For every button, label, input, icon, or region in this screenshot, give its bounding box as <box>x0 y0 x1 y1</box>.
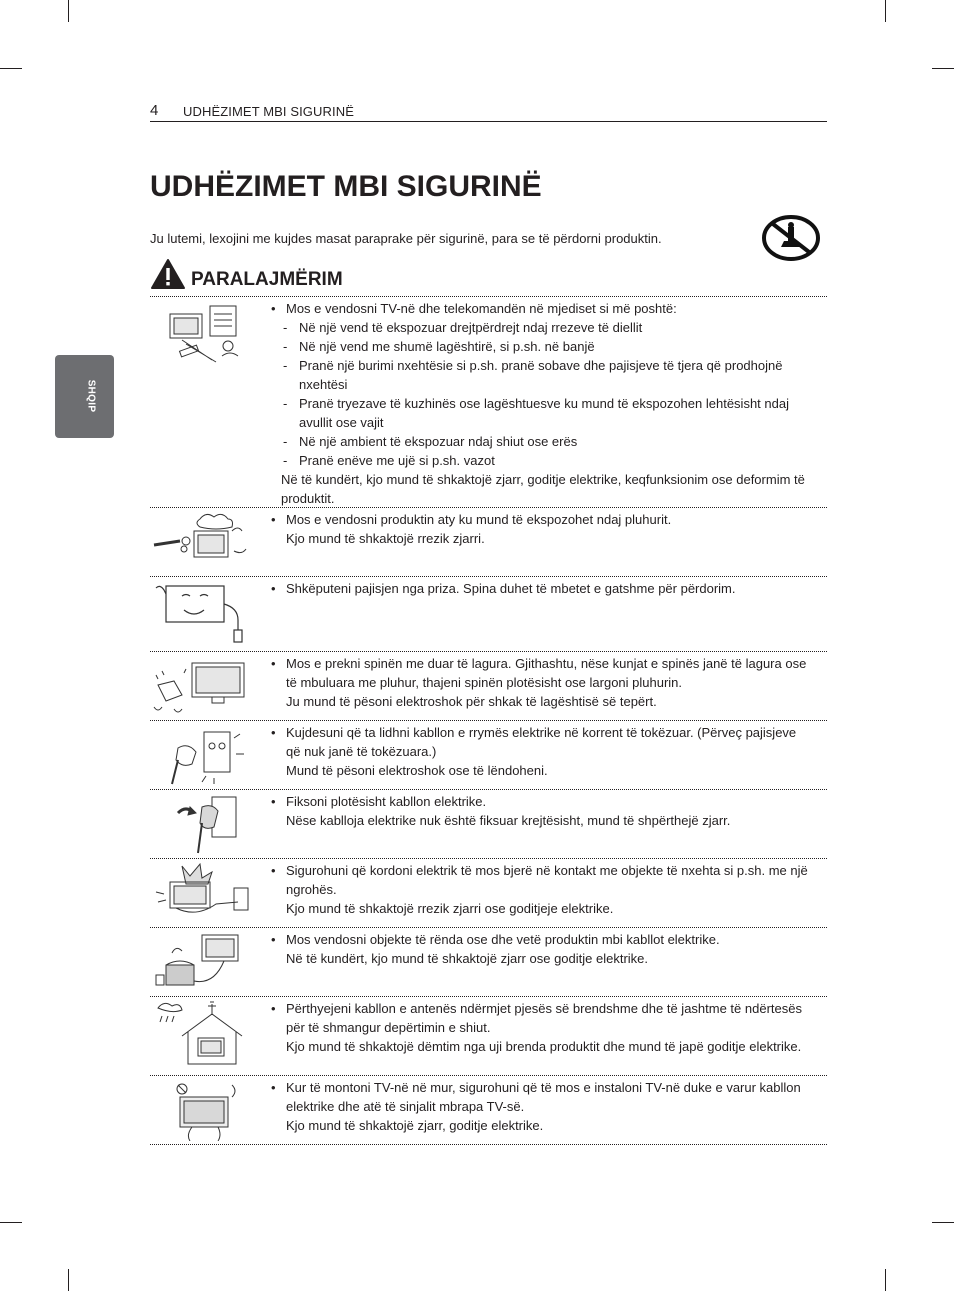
warning-item <box>150 789 827 858</box>
intro-text: Ju lutemi, lexojini me kujdes masat paraprake për sigurinë, para se të përdorni produktin. <box>150 231 662 246</box>
crop-mark <box>932 68 954 69</box>
warning-item-text <box>268 654 813 711</box>
consequence-text: Kjo mund të shkaktojë rrezik zjarri ose goditjeje elektrike. <box>286 901 614 916</box>
bullet-text: • Fiksoni plotësisht kabllon elektrike. <box>268 792 813 811</box>
consequence-text: Në të kundërt, kjo mund të shkaktojë zjarr, goditje elektrike, keqfunksionim ose deformim të produktit. <box>281 472 805 506</box>
sub-item: - Në një vend të ekspozuar drejtpërdrejt ndaj rrezeve të diellit <box>268 318 813 337</box>
illustration-tv-environment <box>152 300 252 370</box>
consequence-text: Mund të pësoni elektroshok ose të lëndoheni. <box>286 763 548 778</box>
no-disassemble-icon <box>761 213 821 263</box>
warning-item <box>150 1075 827 1145</box>
bullet-text: • Shkëputeni pajisjen nga priza. Spina duhet të mbetet e gatshme për përdorim. <box>268 579 813 598</box>
bullet-text: • Mos vendosni objekte të rënda ose dhe vetë produktin mbi kabllot elektrike. <box>268 930 813 949</box>
sub-item: - Pranë tryezave të kuzhinës ose lagështuesve ku mund të ekspozohen lehtësisht ndaj avullit ose vajit <box>268 394 813 432</box>
illustration-grounded-outlet <box>152 724 252 786</box>
warning-item-text <box>268 792 813 830</box>
bullet-text: • Mos e vendosni produktin aty ku mund të ekspozohet ndaj pluhurit. <box>268 510 813 529</box>
language-tab <box>55 355 114 438</box>
illustration-dust <box>152 511 252 571</box>
warning-item <box>150 720 827 789</box>
illustration-wet-hands <box>152 655 252 717</box>
consequence-text: Kjo mund të shkaktojë zjarr, goditje elektrike. <box>286 1118 544 1133</box>
bullet-text: • Sigurohuni që kordoni elektrik të mos bjerë në kontakt me objekte të nxehta si p.sh. me një ngrohës. <box>268 861 813 899</box>
crop-mark <box>885 0 886 22</box>
warning-item-text <box>268 1078 813 1135</box>
consequence-text: Nëse kablloja elektrike nuk është fiksuar krejtësisht, mund të shpërthejë zjarr. <box>286 813 731 828</box>
warning-item <box>150 858 827 927</box>
bullet-text: • Mos e vendosni TV-në dhe telekomandën në mjediset si më poshtë: <box>268 299 813 318</box>
illustration-heater <box>152 862 252 924</box>
warning-item-text <box>268 579 813 598</box>
warning-heading-text: PARALAJMËRIM <box>191 269 343 290</box>
illustration-unplug <box>152 580 252 644</box>
illustration-wall-mount <box>152 1079 252 1141</box>
warning-item-text <box>268 999 813 1056</box>
sub-item: - Në një ambient të ekspozuar ndaj shiut ose erës <box>268 432 813 451</box>
bullet-text: • Kujdesuni që ta lidhni kabllon e rrymës elektrike në korrent të tokëzuar. (Përveç pajisjeve që nuk janë të tokëzuara.) <box>268 723 813 761</box>
page-number: 4 <box>150 102 159 119</box>
warning-item-text <box>268 299 813 508</box>
warning-item <box>150 651 827 720</box>
crop-mark <box>0 1222 22 1223</box>
sub-item: - Pranë një burimi nxehtësie si p.sh. pranë sobave dhe pajisjeve të tjera që prodhojnë nxehtësi <box>268 356 813 394</box>
language-tab-label: SHQIP <box>85 379 97 413</box>
bullet-text: • Përthyejeni kabllon e antenës ndërmjet pjesës së brendshme dhe të jashtme të ndërtesës për të shmangur depërtimin e shiut. <box>268 999 813 1037</box>
consequence-text: Në të kundërt, kjo mund të shkaktojë zjarr ose goditje elektrike. <box>286 951 649 966</box>
illustration-heavy-object <box>152 931 252 993</box>
crop-mark <box>68 1269 69 1291</box>
warning-heading <box>150 258 827 296</box>
warning-item <box>150 507 827 576</box>
page-header <box>150 101 827 122</box>
crop-mark <box>932 1222 954 1223</box>
bullet-text: • Mos e prekni spinën me duar të lagura. Gjithashtu, nëse kunjat e spinës janë të lagura ose të mbuluara me pluhur, thajeni spinën plotësisht ose largoni pluhurin. <box>268 654 813 692</box>
warning-item <box>150 296 827 507</box>
warning-item <box>150 927 827 996</box>
running-title: UDHËZIMET MBI SIGURINË <box>183 104 354 119</box>
warning-item-text <box>268 723 813 780</box>
bullet-text: • Kur të montoni TV-në në mur, sigurohuni që të mos e instaloni TV-në duke e varur kabllon elektrike dhe atë të sinjalit mbrapa TV-së. <box>268 1078 813 1116</box>
page-title: UDHËZIMET MBI SIGURINË <box>150 170 542 203</box>
warning-item <box>150 996 827 1075</box>
warning-triangle-icon <box>150 258 186 290</box>
sub-item: - Në një vend me shumë lagështirë, si p.sh. në banjë <box>268 337 813 356</box>
illustration-antenna-rain <box>152 1000 252 1068</box>
warning-item <box>150 576 827 651</box>
warning-item-text <box>268 930 813 968</box>
consequence-text: Kjo mund të shkaktojë rrezik zjarri. <box>286 531 485 546</box>
crop-mark <box>68 0 69 22</box>
consequence-text: Ju mund të pësoni elektroshok për shkak të lagështisë së tepërt. <box>286 694 657 709</box>
warning-list <box>150 296 827 1145</box>
sub-item: - Pranë enëve me ujë si p.sh. vazot <box>268 451 813 470</box>
illustration-plug-fixed <box>152 793 252 855</box>
consequence-text: Kjo mund të shkaktojë dëmtim nga uji brenda produktit dhe mund të japë goditje elektrike. <box>286 1039 802 1054</box>
crop-mark <box>885 1269 886 1291</box>
warning-item-text <box>268 861 813 918</box>
crop-mark <box>0 68 22 69</box>
warning-item-text <box>268 510 813 548</box>
